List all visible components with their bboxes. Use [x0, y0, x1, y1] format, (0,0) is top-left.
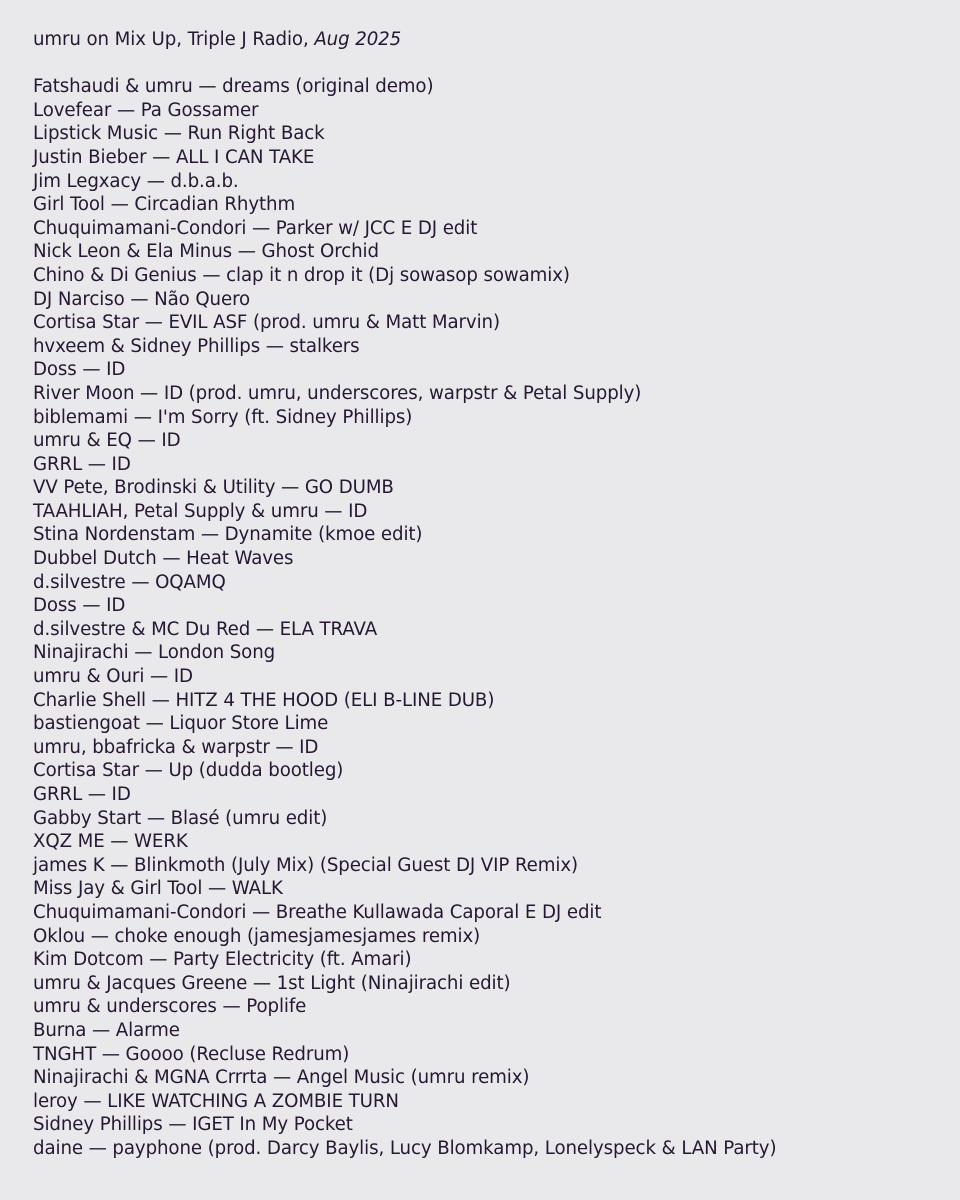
- track-item: Lipstick Music — Run Right Back: [33, 123, 325, 145]
- track-item: DJ Narciso — Não Quero: [33, 288, 251, 310]
- track-item: bastiengoat — Liquor Store Lime: [33, 713, 329, 735]
- track-item: Nick Leon & Ela Minus — Ghost Orchid: [33, 241, 379, 263]
- track-item: umru & EQ — ID: [33, 430, 181, 452]
- track-item: Oklou — choke enough (jamesjamesjames remix): [33, 925, 481, 947]
- track-item: Sidney Phillips — IGET In My Pocket: [33, 1114, 353, 1136]
- track-item: Jim Legxacy — d.b.a.b.: [33, 170, 239, 192]
- track-item: leroy — LIKE WATCHING A ZOMBIE TURN: [33, 1090, 399, 1112]
- tracklist: [33, 75, 940, 1160]
- track-item: TNGHT — Goooo (Recluse Redrum): [33, 1043, 350, 1065]
- track-item: Burna — Alarme: [33, 1019, 180, 1041]
- track-item: Ninajirachi & MGNA Crrrta — Angel Music (umru remix): [33, 1067, 530, 1089]
- track-item: umru & Ouri — ID: [33, 666, 193, 688]
- track-item: Lovefear — Pa Gossamer: [33, 99, 259, 121]
- track-item: XQZ ME — WERK: [33, 831, 188, 853]
- track-item: Kim Dotcom — Party Electricity (ft. Amari): [33, 949, 412, 971]
- track-item: Cortisa Star — EVIL ASF (prod. umru & Matt Marvin): [33, 312, 500, 334]
- track-item: hvxeem & Sidney Phillips — stalkers: [33, 335, 360, 357]
- track-item: Girl Tool — Circadian Rhythm: [33, 194, 296, 216]
- title-date: Aug 2025: [314, 29, 402, 50]
- track-item: Chuquimamani-Condori — Parker w/ JCC E DJ edit: [33, 217, 478, 239]
- track-item: umru, bbafricka & warpstr — ID: [33, 736, 319, 758]
- track-item: Chuquimamani-Condori — Breathe Kullawada Caporal E DJ edit: [33, 901, 602, 923]
- track-item: james K — Blinkmoth (July Mix) (Special Guest DJ VIP Remix): [33, 854, 578, 876]
- tracklist-document: [33, 28, 940, 1161]
- track-item: Doss — ID: [33, 359, 126, 381]
- track-item: biblemami — I'm Sorry (ft. Sidney Phillips): [33, 406, 413, 428]
- track-item: River Moon — ID (prod. umru, underscores, warpstr & Petal Supply): [33, 382, 642, 404]
- track-item: GRRL — ID: [33, 453, 131, 475]
- track-item: daine — payphone (prod. Darcy Baylis, Lucy Blomkamp, Lonelyspeck & LAN Party): [33, 1137, 777, 1159]
- track-item: Chino & Di Genius — clap it n drop it (Dj sowasop sowamix): [33, 264, 570, 286]
- track-item: Miss Jay & Girl Tool — WALK: [33, 878, 283, 900]
- track-item: Justin Bieber — ALL I CAN TAKE: [33, 146, 315, 168]
- track-item: umru & Jacques Greene — 1st Light (Ninajirachi edit): [33, 972, 511, 994]
- track-item: Charlie Shell — HITZ 4 THE HOOD (ELI B-LINE DUB): [33, 689, 495, 711]
- track-item: d.silvestre — OQAMQ: [33, 571, 226, 593]
- track-item: Gabby Start — Blasé (umru edit): [33, 807, 328, 829]
- title-prefix: umru on Mix Up, Triple J Radio,: [33, 29, 315, 50]
- track-item: d.silvestre & MC Du Red — ELA TRAVA: [33, 618, 378, 640]
- track-item: Doss — ID: [33, 595, 126, 617]
- track-item: VV Pete, Brodinski & Utility — GO DUMB: [33, 477, 394, 499]
- track-item: Dubbel Dutch — Heat Waves: [33, 548, 294, 570]
- track-item: Stina Nordenstam — Dynamite (kmoe edit): [33, 524, 423, 546]
- track-item: Fatshaudi & umru — dreams (original demo): [33, 76, 434, 98]
- track-item: GRRL — ID: [33, 784, 131, 805]
- page-title: [33, 28, 940, 52]
- track-item: Cortisa Star — Up (dudda bootleg): [33, 760, 344, 782]
- track-item: Ninajirachi — London Song: [33, 642, 276, 664]
- track-item: TAAHLIAH, Petal Supply & umru — ID: [33, 500, 368, 522]
- track-item: umru & underscores — Poplife: [33, 996, 307, 1018]
